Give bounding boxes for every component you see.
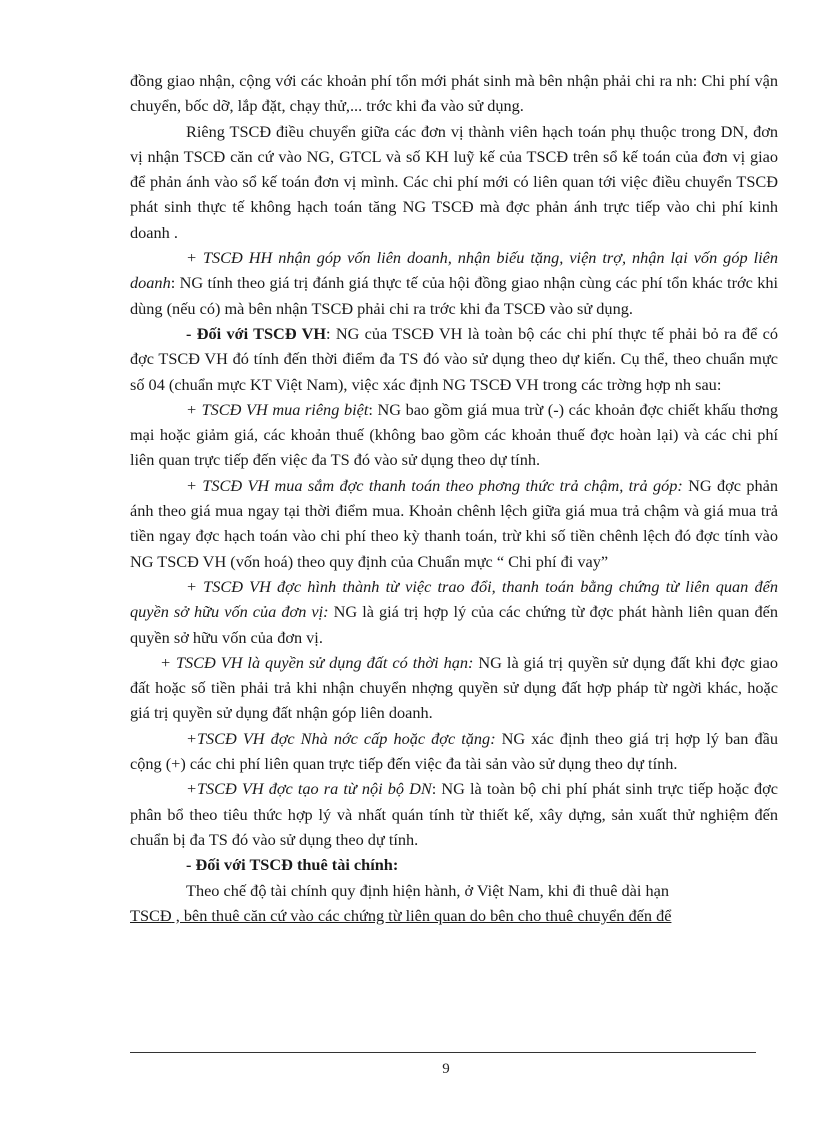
paragraph-12: Theo chế độ tài chính quy định hiện hành, ở Việt Nam, khi đi thuê dài hạn (186, 880, 669, 900)
paragraph-3 (130, 245, 778, 321)
paragraph-9 (130, 726, 778, 777)
paragraph-7-lead: + TSCĐ VH đợc hình thành từ việc trao đổi, thanh toán bằng chứng từ liên quan đến quyền sở hữu vốn của đơn vị: (130, 576, 778, 622)
paragraph-6-lead: + TSCĐ VH mua sắm đợc thanh toán theo phơng thức trả chậm, trả góp: (186, 475, 683, 495)
paragraph-9-lead: +TSCĐ VH đợc Nhà nớc cấp hoặc đợc tặng: (186, 728, 496, 748)
paragraph-8-lead: + TSCĐ VH là quyền sử dụng đất có thời hạn: (160, 652, 474, 672)
body-text (130, 68, 778, 928)
paragraph-4 (130, 321, 778, 397)
paragraph-6-rest: NG đợc phản ánh theo giá mua ngay tại thời điểm mua. Khoản chênh lệch giữa giá mua trả chậm và giá mua trả tiền ngay đợc hạch toán vào chi phí theo kỳ thanh toán, trừ khi số tiền chênh lệch đó đợc tính vào NG TSCĐ VH (vốn hoá) theo quy định của Chuẩn mực “ Chi phí đi vay” (130, 475, 778, 571)
paragraph-2: Riêng TSCĐ điều chuyển giữa các đơn vị thành viên hạch toán phụ thuộc trong DN, đơn vị nhận TSCĐ căn cứ vào NG, GTCL và số KH luỹ kế của TSCĐ trên sổ kế toán của đơn vị giao để phản ánh vào sổ kế toán đơn vị mình. Các chi phí mới có liên quan tới việc điều chuyển TSCĐ phát sinh thực tế không hạch toán tăng NG TSCĐ mà đợc phản ánh trực tiếp vào chi phí kinh doanh . (130, 121, 778, 242)
paragraph-6 (130, 473, 778, 574)
underlined-term: TSCĐ (130, 905, 172, 925)
paragraph-4-rest: : NG của TSCĐ VH là toàn bộ các chi phí thực tế phải bỏ ra để có đợc TSCĐ VH đó tính đến thời điểm đa TS đó vào sử dụng theo dự kiến. Cụ thể, theo chuẩn mực số 04 (chuẩn mực KT Việt Nam), việc xác định NG TSCĐ VH trong các trờng hợp nh sau: (130, 323, 778, 394)
page-number-text: 9 (442, 1061, 450, 1077)
footer-rule (130, 1052, 756, 1053)
paragraph-5 (130, 397, 778, 473)
paragraph-3-rest: : NG tính theo giá trị đánh giá thực tế của hội đồng giao nhận cùng các phí tổn khác trớc khi dùng (nếu có) mà bên nhận TSCĐ phải chi ra trớc khi đa TSCĐ vào sử dụng. (130, 273, 778, 318)
paragraph-13-rest: , bên thuê căn cứ vào các chứng từ liên quan do bên cho thuê chuyển đến để (171, 905, 672, 925)
paragraph-9-rest: NG xác định theo giá trị hợp lý ban đầu cộng (+) các chi phí liên quan trực tiếp đến việc đa tài sản vào sử dụng theo dự tính. (130, 728, 778, 774)
paragraph-3-lead: + TSCĐ HH nhận góp vốn liên doanh, nhận biếu tặng, viện trợ, nhận lại vốn góp liên doanh (130, 248, 778, 293)
paragraph-5-lead: + TSCĐ VH mua riêng biệt (186, 399, 369, 419)
section-heading-finance-lease: - Đối với TSCĐ thuê tài chính: (186, 855, 399, 875)
paragraph-1: đồng giao nhận, cộng với các khoản phí tổn mới phát sinh mà bên nhận phải chi ra nh: Chi phí vận chuyển, bốc dỡ, lắp đặt, chạy thử,... trớc khi đa vào sử dụng. (130, 71, 778, 116)
paragraph-10-rest: : NG là toàn bộ chi phí phát sinh trực tiếp hoặc đợc phân bổ theo tiêu thức hợp lý và nhất quán tính từ thiết kế, xây dựng, sản xuất thử nghiệm đến chuẩn bị đa TS đó vào sử dụng theo dự tính. (130, 779, 778, 849)
paragraph-7 (130, 574, 778, 650)
paragraph-8-rest: NG là giá trị quyền sử dụng đất khi đợc giao đất hoặc số tiền phải trả khi nhận chuyển nhợng quyền sử dụng đất hợp pháp từ ngời khác, hoặc giá trị quyền sử dụng đất nhận góp liên doanh. (130, 652, 778, 723)
paragraph-8 (130, 650, 778, 726)
paragraph-10 (130, 776, 778, 852)
paragraph-7-rest: NG là giá trị hợp lý của các chứng từ đợc phát hành liên quan đến quyền sở hữu vốn của đơn vị. (130, 602, 779, 647)
paragraph-13 (130, 903, 778, 928)
paragraph-5-rest: : NG bao gồm giá mua trừ (-) các khoản đợc chiết khấu thơng mại hoặc giảm giá, các khoản thuế (không bao gồm các khoản thuế đợc hoàn lại) và các chi phí liên quan trực tiếp đến việc đa TS đó vào sử dụng theo dự tính. (130, 399, 778, 470)
page-number (0, 1061, 816, 1078)
paragraph-10-lead: +TSCĐ VH đợc tạo ra từ nội bộ DN (186, 779, 432, 799)
paragraph-4-heading: - Đối với TSCĐ VH (186, 323, 327, 343)
